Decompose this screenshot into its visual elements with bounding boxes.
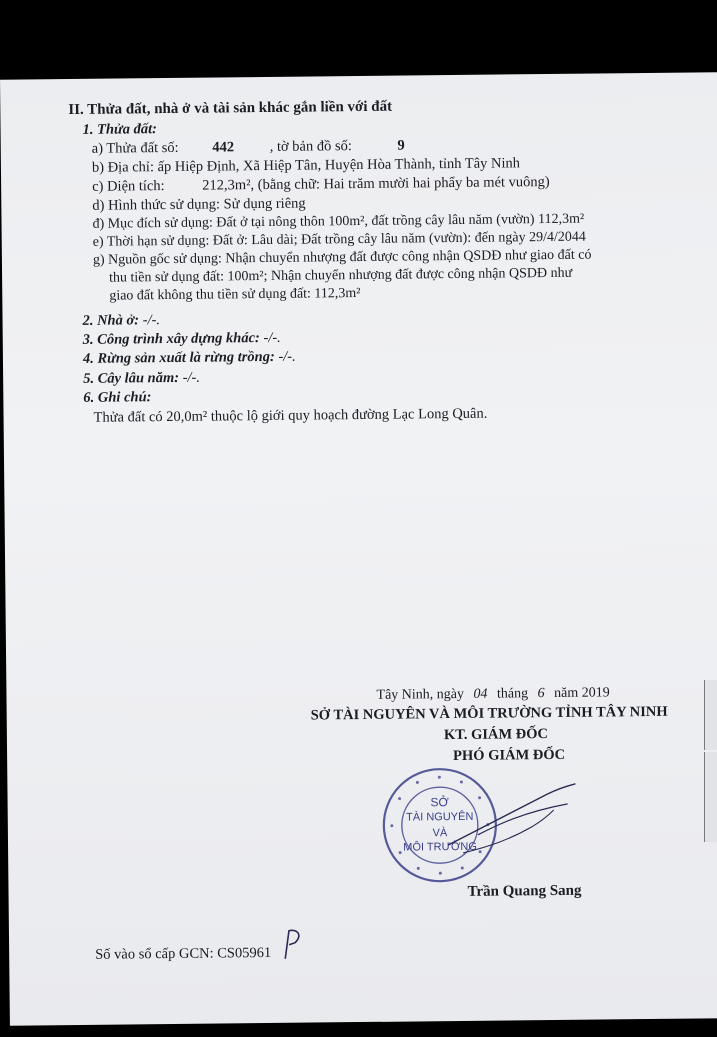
parcel-label: a) Thửa đất số: <box>91 139 179 157</box>
forest-value: -/-. <box>274 348 296 365</box>
perennial-row <box>83 369 200 388</box>
address-row: b) Địa chỉ: ấp Hiệp Định, Xã Hiệp Tân, Huyện Hòa Thành, tỉnh Tây Ninh <box>91 155 521 176</box>
area-value: 212,3m², (bằng chữ: Hai trăm mười hai phẩy ba mét vuông) <box>202 174 550 194</box>
parcel-number: 442 <box>212 139 235 156</box>
notes-heading: 6. Ghi chú: <box>83 389 152 406</box>
construction-heading: 3. Công trình xây dựng khác: <box>82 330 260 348</box>
registry-number: Số vào sổ cấp GCN: CS05961 <box>95 944 272 963</box>
background-frame-edge <box>704 680 717 750</box>
land-heading: 1. Thửa đất: <box>82 121 157 138</box>
background-frame-edge-lower <box>704 752 717 842</box>
origin-row-3: giao đất không thu tiền sử dụng đất: 112,3m² <box>109 285 361 304</box>
seal-line-2: TÀI NGUYÊN <box>406 810 474 824</box>
initials-mark-icon <box>279 925 309 965</box>
origin-row-2: thu tiền sử dụng đất: 100m²; Nhận chuyển nhượng đất được công nhận QSDĐ như <box>109 265 573 286</box>
area-label: c) Diện tích: <box>92 178 165 195</box>
map-label: , tờ bản đồ số: <box>269 138 352 155</box>
house-value: -/-. <box>138 312 161 329</box>
perennial-heading: 5. Cây lâu năm: <box>83 369 180 387</box>
area-row <box>92 173 550 196</box>
construction-row <box>83 329 281 349</box>
signer-title: PHÓ GIÁM ĐỐC <box>453 746 566 765</box>
perennial-value: -/-. <box>178 369 201 386</box>
construction-value: -/-. <box>259 329 281 347</box>
date-year: năm 2019 <box>553 685 610 701</box>
forest-row <box>83 348 296 368</box>
seal-line-1: SỞ <box>430 795 449 810</box>
on-behalf-label: KT. GIÁM ĐỐC <box>443 726 549 744</box>
seal-line-3: VÀ <box>432 827 448 840</box>
signing-agency: SỞ TÀI NGUYÊN VÀ MÔI TRƯỜNG TỈNH TÂY NINH <box>310 703 668 724</box>
certificate-page <box>0 72 717 1025</box>
forest-heading: 4. Rừng sản xuất là rừng trồng: <box>82 348 275 367</box>
date-month-label: tháng <box>496 686 529 702</box>
issue-date <box>376 684 609 704</box>
signer-name: Trần Quang Sang <box>467 882 582 900</box>
usage-form-row: d) Hình thức sử dụng: Sử dụng riêng <box>92 195 306 214</box>
date-place: Tây Ninh, ngày <box>376 686 465 703</box>
parcel-row <box>92 137 405 158</box>
seal-line-4: MÔI TRƯỜNG <box>403 840 477 854</box>
date-day: 04 <box>473 686 488 702</box>
origin-row-1: g) Nguồn gốc sử dụng: Nhận chuyển nhượng đất được công nhận QSDĐ như giao đất có <box>92 247 592 268</box>
section-title: II. Thửa đất, nhà ở và tài sản khác gắn liền với đất <box>68 98 393 119</box>
purpose-row: đ) Mục đích sử dụng: Đất ở tại nông thôn 100m², đất trồng cây lâu năm (vườn) 112,3m² <box>92 211 585 232</box>
map-number: 9 <box>397 137 405 154</box>
notes-text: Thửa đất có 20,0m² thuộc lộ giới quy hoạch đường Lạc Long Quân. <box>93 405 488 426</box>
handwritten-signature-icon <box>437 774 598 866</box>
house-row <box>82 311 160 330</box>
house-heading: 2. Nhà ở: <box>82 312 140 329</box>
date-month: 6 <box>537 686 545 702</box>
term-row: e) Thời hạn sử dụng: Đất ở: Lâu dài; Đất trồng cây lâu năm (vườn): đến ngày 29/4/2044 <box>92 229 586 250</box>
